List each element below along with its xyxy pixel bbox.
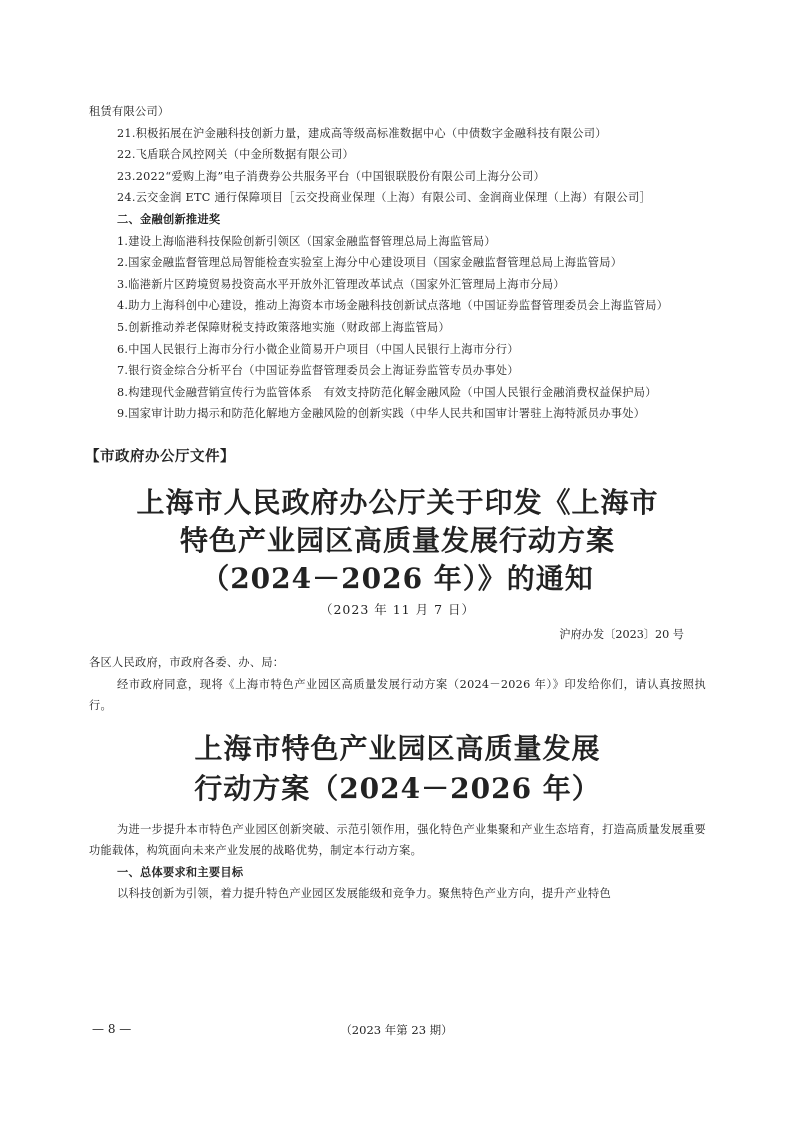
award-item: 3.临港新片区跨境贸易投资高水平开放外汇管理改革试点（国家外汇管理局上海市分局） xyxy=(117,277,565,291)
notice-title-line: 特色产业园区高质量发展行动方案 xyxy=(179,523,615,557)
page-number: — 8 — xyxy=(92,1022,132,1036)
notice-body: 经市政府同意，现将《上海市特色产业园区高质量发展行动方案（2024－2026 年）》印发给你们，请认真按照执行。 xyxy=(89,677,706,713)
recipients: 各区人民政府，市政府各委、办、局： xyxy=(89,655,285,669)
award-item: 8.构建现代金融营销宣传行为监管体系 有效支持防范化解金融风险（中国人民银行金融消费权益保护局） xyxy=(117,385,657,399)
award-item: 5.创新推动养老保障财税支持政策落地实施（财政部上海监管局） xyxy=(117,320,450,334)
list-item: 24.云交金润 ETC 通行保障项目［云交投商业保理（上海）有限公司、金润商业保理（上海）有限公司］ xyxy=(117,191,651,205)
notice-date: （2023 年 11 月 7 日） xyxy=(319,601,476,617)
notice-title-line: 上海市人民政府办公厅关于印发《上海市 xyxy=(136,485,659,519)
plan-title-line: 行动方案（2024－2026 年） xyxy=(194,771,601,805)
award-heading: 二、金融创新推进奖 xyxy=(117,212,221,226)
page-content xyxy=(85,101,706,905)
list-item: 租赁有限公司） xyxy=(89,105,170,118)
notice-title xyxy=(89,484,706,598)
award-item: 2.国家金融监督管理总局智能检查实验室上海分中心建设项目（国家金融监督管理总局上海监管局） xyxy=(117,256,623,270)
plan-heading: 一、总体要求和主要目标 xyxy=(117,865,244,879)
award-item: 1.建设上海临港科技保险创新引领区（国家金融监督管理总局上海监管局） xyxy=(117,234,496,248)
list-item: 21.积极拓展在沪金融科技创新力量，建成高等级高标准数据中心（中债数字金融科技有限公司） xyxy=(117,126,607,140)
plan-paragraph: 以科技创新为引领，着力提升特色产业园区发展能级和竞争力。聚焦特色产业方向，提升产业特色 xyxy=(117,887,611,901)
section-label: 【市政府办公厅文件】 xyxy=(85,448,235,465)
plan-title xyxy=(89,729,706,809)
award-item: 4.助力上海科创中心建设，推动上海资本市场金融科技创新试点落地（中国证券监督管理委员会上海监管局） xyxy=(117,299,669,313)
list-item: 22.飞盾联合风控网关（中金所数据有限公司） xyxy=(117,148,354,162)
document-number: 沪府办发〔2023〕20 号 xyxy=(559,627,684,641)
award-item: 9.国家审计助力揭示和防范化解地方金融风险的创新实践（中华人民共和国审计署驻上海特派员办事处） xyxy=(117,407,646,421)
issue-label: （2023 年第 23 期） xyxy=(340,1023,453,1037)
award-item: 6.中国人民银行上海市分行小微企业简易开户项目（中国人民银行上海市分行） xyxy=(117,342,519,356)
plan-title-line: 上海市特色产业园区高质量发展 xyxy=(194,731,601,765)
list-item: 23.2022“爱购上海”电子消费券公共服务平台（中国银联股份有限公司上海分公司） xyxy=(117,169,546,183)
award-item: 7.银行资金综合分析平台（中国证券监督管理委员会上海证券监管专员办事处） xyxy=(117,364,519,378)
notice-title-line: （2024－2026 年）》的通知 xyxy=(201,561,594,595)
plan-intro: 为进一步提升本市特色产业园区创新突破、示范引领作用，强化特色产业集聚和产业生态培育，打造高质量发展重要功能载体，构筑面向未来产业发展的战略优势，制定本行动方案。 xyxy=(89,822,706,858)
